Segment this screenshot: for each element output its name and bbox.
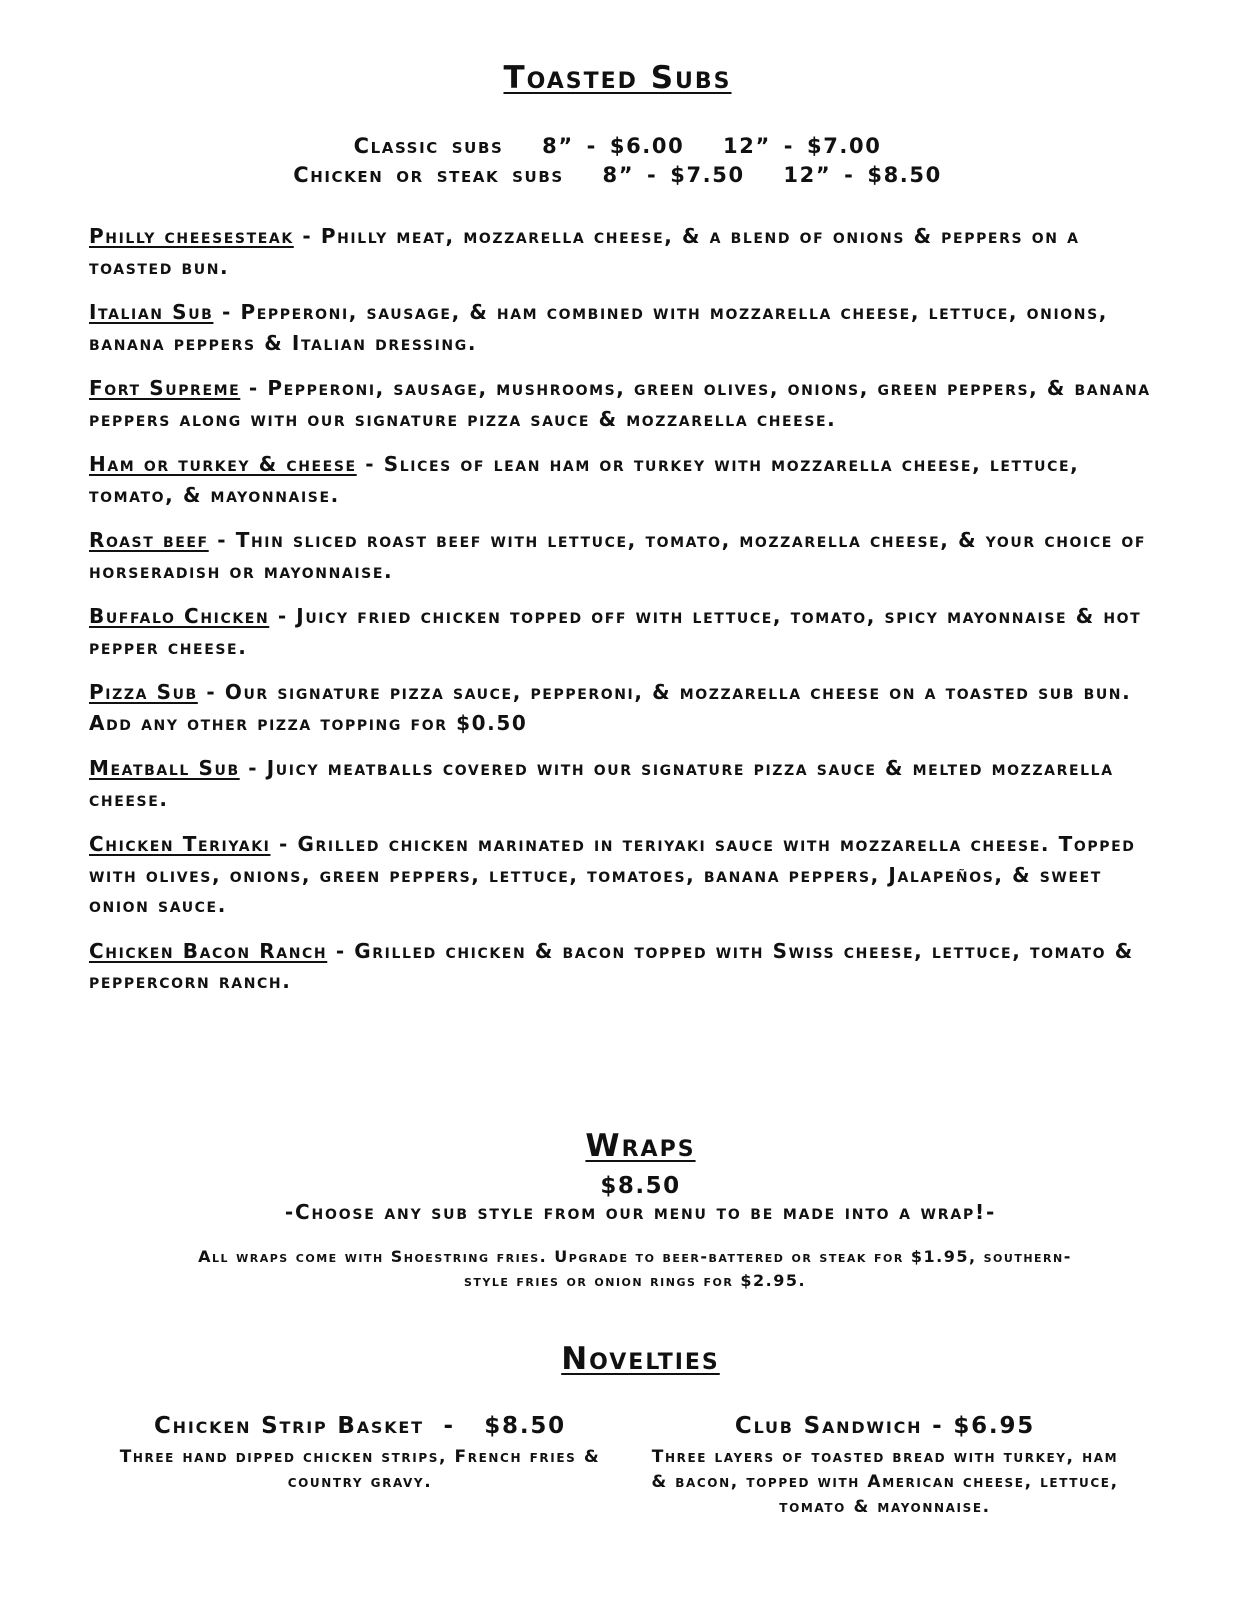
novelty-description: Three hand dipped chicken strips, French fries & country gravy. [119,1447,601,1492]
item-name: Buffalo Chicken [89,604,270,628]
menu-item [89,525,1169,586]
novelty-heading: Chicken Strip Basket - $8.50 [154,1413,566,1439]
novelty-heading: Club Sandwich - $6.95 [734,1413,1036,1439]
menu-item [89,829,1169,921]
item-name: Italian Sub [89,300,214,324]
novelty-item-club-sandwich [650,1413,1120,1520]
item-description: - Juicy meatballs covered with our signature pizza sauce & melted mozzarella cheese. [89,756,1114,811]
item-description: - Slices of lean ham or turkey with mozzarella cheese, lettuce, tomato, & mayonnaise. [89,452,1080,507]
toasted-subs-title: Toasted Subs [503,60,732,96]
wraps-price: $8.50 [600,1173,681,1199]
item-name: Chicken Bacon Ranch [89,938,328,963]
item-name: Ham or turkey & cheese [89,452,357,476]
item-name: Meatball Sub [89,756,240,780]
item-description: - Juicy fried chicken topped off with lettuce, tomato, spicy mayonnaise & hot pepper cheese. [89,604,1142,659]
menu-item [89,297,1169,358]
item-description: - Philly meat, mozzarella cheese, & a blend of onions & peppers on a toasted bun. [89,224,1080,279]
subs-menu-list [89,221,1169,1012]
novelty-item-chicken-strip-basket [110,1413,610,1495]
menu-item [89,449,1169,510]
menu-item [89,753,1169,814]
item-name: Pizza Sub [89,680,198,704]
chicken-steak-subs-prices: Chicken or steak subs 8” - $7.50 12” - $8.50 [293,163,942,187]
item-description: - Our signature pizza sauce, pepperoni, & mozzarella cheese on a toasted sub bun. Add any other pizza topping for $0.50 [89,680,1132,735]
item-description: - Thin sliced roast beef with lettuce, tomato, mozzarella cheese, & your choice of horseradish or mayonnaise. [89,528,1147,583]
novelties-title: Novelties [561,1341,720,1377]
item-name: Fort Supreme [89,376,241,400]
item-description: - Grilled chicken marinated in teriyaki sauce with mozzarella cheese. Topped with olives, onions, green peppers, lettuce, tomatoes, banana peppers, Jalapeños, & sweet onion sauce. [89,832,1136,917]
item-name: Roast beef [89,528,209,552]
item-name: Philly cheesesteak [89,224,294,248]
item-description: - Pepperoni, sausage, & ham combined with mozzarella cheese, lettuce, onions, banana peppers & Italian dressing. [89,300,1108,355]
novelty-description: Three layers of toasted bread with turkey, ham & bacon, topped with American cheese, lettuce, tomato & mayonnaise. [651,1447,1119,1517]
wraps-fries-note: All wraps come with Shoestring fries. Upgrade to beer-battered or steak for $1.95, southern-style fries or onion rings for $2.95. [198,1247,1072,1290]
menu-item [89,677,1169,738]
item-description: - Grilled chicken & bacon topped with Swiss cheese, lettuce, tomato & peppercorn ranch. [89,938,1134,993]
item-name: Chicken Teriyaki [89,832,271,856]
menu-item [89,221,1169,282]
wraps-choose-text: -Choose any sub style from our menu to be made into a wrap!- [284,1200,997,1224]
item-description: - Pepperoni, sausage, mushrooms, green olives, onions, green peppers, & banana peppers along with our signature pizza sauce & mozzarella cheese. [89,376,1151,431]
menu-item [89,601,1169,662]
menu-item [89,373,1169,434]
menu-item [89,936,1169,997]
classic-subs-prices: Classic subs 8” - $6.00 12” - $7.00 [353,134,882,158]
wraps-title: Wraps [585,1128,696,1164]
